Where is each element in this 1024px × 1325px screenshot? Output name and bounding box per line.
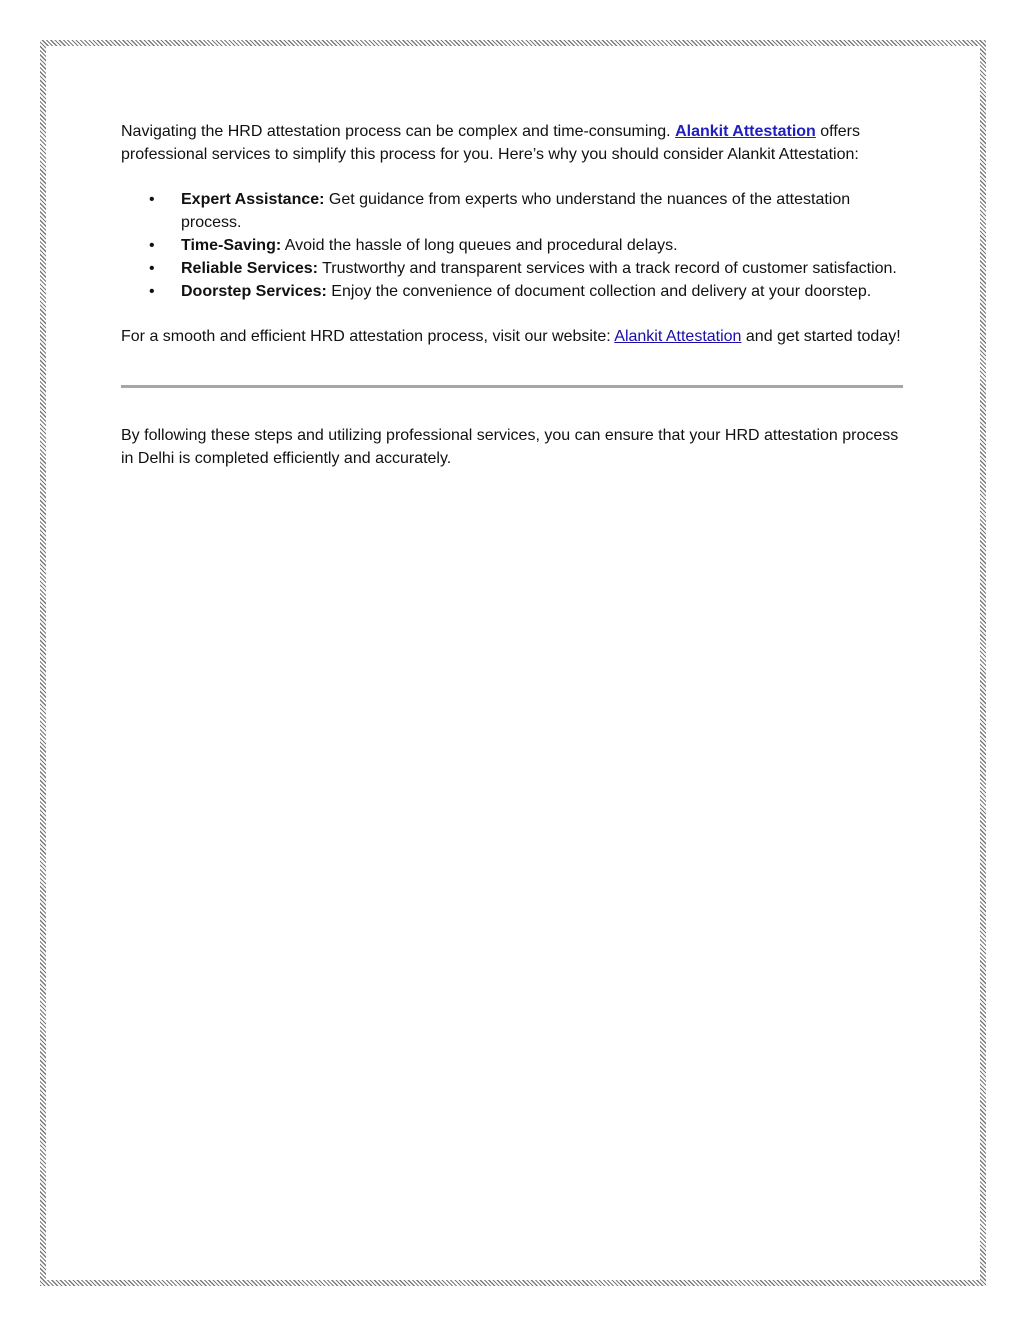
benefit-description: Get guidance from experts who understand the nuances of the attestation process. — [181, 191, 851, 231]
horizontal-divider — [121, 385, 903, 388]
document-body — [121, 120, 906, 470]
bullet-marker: • — [149, 283, 155, 300]
bullet-marker: • — [149, 260, 155, 277]
conclusion-paragraph: By following these steps and utilizing professional services, you can ensure that your HRD attestation process in Delhi is completed efficiently and accurately. — [121, 427, 899, 467]
intro-alankit-link[interactable]: Alankit Attestation — [675, 123, 816, 140]
benefits-list — [121, 188, 906, 303]
intro-text-end: offers professional services to simplify this process for you. Here’s why you should consider Alankit Attestation: — [121, 123, 860, 163]
benefit-description: Enjoy the convenience of document collection and delivery at your doorstep. — [326, 283, 872, 300]
list-item-expert-assistance — [121, 188, 906, 234]
bullet-marker: • — [149, 191, 155, 208]
benefit-description: Trustworthy and transparent services with a track record of customer satisfaction. — [317, 260, 897, 277]
list-item-doorstep-services — [121, 280, 906, 303]
intro-text-start: Navigating the HRD attestation process can be complex and time-consuming. — [121, 123, 676, 140]
cta-alankit-link[interactable]: Alankit Attestation — [614, 328, 742, 345]
cta-text-end: and get started today! — [741, 328, 901, 345]
bullet-marker: • — [149, 237, 155, 254]
benefit-description: Avoid the hassle of long queues and procedural delays. — [281, 237, 678, 254]
benefit-term: Doorstep Services: — [181, 283, 327, 300]
benefit-term: Reliable Services: — [181, 260, 318, 277]
list-item-time-saving — [121, 234, 906, 257]
benefit-term: Expert Assistance: — [181, 191, 325, 208]
list-item-reliable-services — [121, 257, 906, 280]
intro-paragraph — [121, 120, 906, 166]
benefit-term: Time-Saving: — [181, 237, 282, 254]
cta-paragraph — [121, 325, 906, 348]
cta-text-start: For a smooth and efficient HRD attestation process, visit our website: — [121, 328, 615, 345]
